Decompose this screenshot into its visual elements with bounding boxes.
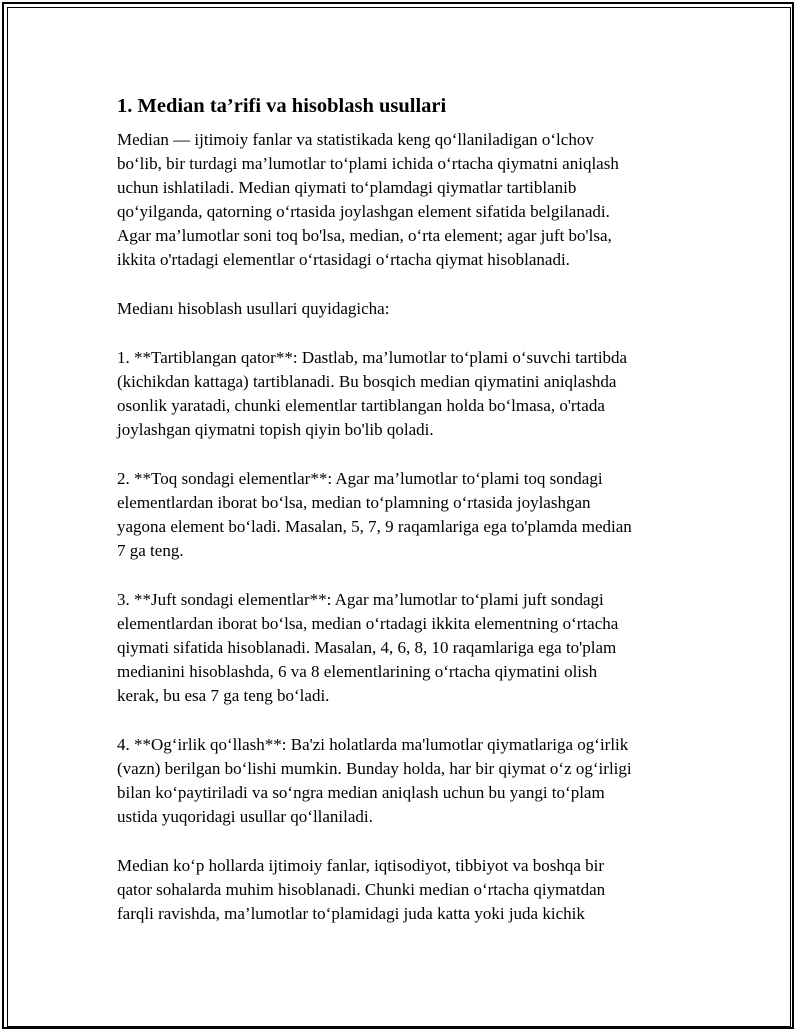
paragraph-line: elementlardan iborat bo‘lsa, median to‘plamning o‘rtasida joylashgan <box>117 493 591 512</box>
paragraph-methods-intro <box>117 297 687 321</box>
paragraph-line: 7 ga teng. <box>117 541 184 560</box>
paragraph-definition <box>117 128 687 272</box>
paragraph-line: 1. **Tartiblangan qator**: Dastlab, ma’lumotlar to‘plami o‘suvchi tartibda <box>117 348 628 367</box>
paragraph-line: osonlik yaratadi, chunki elementlar tartiblangan holda bo‘lmasa, o'rtada <box>117 396 605 415</box>
paragraph-line: (vazn) berilgan bo‘lishi mumkin. Bunday holda, har bir qiymat o‘z og‘irligi <box>117 759 632 778</box>
list-item-even-elements <box>117 588 687 708</box>
document-body <box>117 92 687 926</box>
paragraph-line: medianini hisoblashda, 6 va 8 elementlarining o‘rtacha qiymatini olish <box>117 662 598 681</box>
paragraph-line: uchun ishlatiladi. Median qiymati to‘plamdagi qiymatlar tartiblanib <box>117 178 577 197</box>
paragraph-line: ikkita o'rtadagi elementlar o‘rtasidagi o‘rtacha qiymat hisoblanadi. <box>117 250 570 269</box>
paragraph-line: bo‘lib, bir turdagi ma’lumotlar to‘plami ichida o‘rtacha qiymatni aniqlash <box>117 154 619 173</box>
paragraph-line: farqli ravishda, ma’lumotlar to‘plamidagi juda katta yoki juda kichik <box>117 904 585 923</box>
paragraph-line: elementlardan iborat bo‘lsa, median o‘rtadagi ikkita elementning o‘rtacha <box>117 614 619 633</box>
paragraph-line: ustida yuqoridagi usullar qo‘llaniladi. <box>117 807 373 826</box>
paragraph-line: Median ko‘p hollarda ijtimoiy fanlar, iqtisodiyot, tibbiyot va boshqa bir <box>117 856 605 875</box>
paragraph-line: bilan ko‘paytiriladi va so‘ngra median aniqlash uchun bu yangi to‘plam <box>117 783 605 802</box>
paragraph-line: qator sohalarda muhim hisoblanadi. Chunki median o‘rtacha qiymatdan <box>117 880 606 899</box>
paragraph-line: (kichikdan kattaga) tartiblanadi. Bu bosqich median qiymatini aniqlashda <box>117 372 617 391</box>
list-item-sorted-series <box>117 346 687 442</box>
list-item-weighting <box>117 733 687 829</box>
paragraph-importance <box>117 854 687 926</box>
paragraph-line: kerak, bu esa 7 ga teng bo‘ladi. <box>117 686 330 705</box>
paragraph-line: Median — ijtimoiy fanlar va statistikada keng qo‘llaniladigan o‘lchov <box>117 130 594 149</box>
paragraph-line: 4. **Og‘irlik qo‘llash**: Ba'zi holatlarda ma'lumotlar qiymatlariga og‘irlik <box>117 735 629 754</box>
paragraph-line: Medianı hisoblash usullari quyidagicha: <box>117 299 390 318</box>
paragraph-line: Agar ma’lumotlar soni toq bo'lsa, median, o‘rta element; agar juft bo'lsa, <box>117 226 612 245</box>
paragraph-line: 2. **Toq sondagi elementlar**: Agar ma’lumotlar to‘plami toq sondagi <box>117 469 603 488</box>
paragraph-line: qiymati sifatida hisoblanadi. Masalan, 4, 6, 8, 10 raqamlariga ega to'plam <box>117 638 617 657</box>
paragraph-line: yagona element bo‘ladi. Masalan, 5, 7, 9 raqamlariga ega to'plamda median <box>117 517 632 536</box>
paragraph-line: joylashgan qiymatni topish qiyin bo'lib qoladi. <box>117 420 434 439</box>
paragraph-line: qo‘yilganda, qatorning o‘rtasida joylashgan element sifatida belgilanadi. <box>117 202 610 221</box>
paragraph-line: 3. **Juft sondagi elementlar**: Agar ma’lumotlar to‘plami juft sondagi <box>117 590 604 609</box>
list-item-odd-elements <box>117 467 687 563</box>
section-heading: 1. Median ta’rifi va hisoblash usullari <box>117 95 447 117</box>
